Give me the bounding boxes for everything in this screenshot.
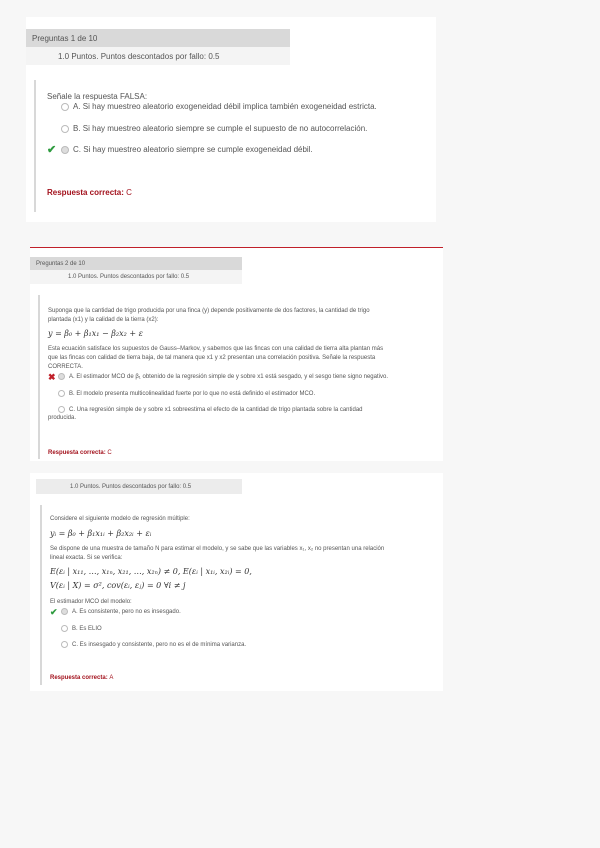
question-2-body [38, 295, 40, 459]
radio-button[interactable] [61, 125, 69, 133]
radio-button[interactable] [61, 103, 69, 111]
option-label: A. Si hay muestreo aleatorio exogeneidad débil implica también exogeneidad estricta. [73, 102, 377, 111]
question-3-header [36, 479, 242, 494]
option-label: A. El estimador MCO de β₁ obtenido de la regresión simple de y sobre x1 está sesgado, y el sesgo tiene signo negativo. [69, 373, 388, 380]
option-label-continued: producida. [48, 415, 77, 421]
condition-line: V(εᵢ | X) = σ², cov(εᵢ, εⱼ) = 0 ∀i ≠ j [50, 581, 186, 590]
points-info: 1.0 Puntos. Puntos descontados por fallo: 0.5 [70, 483, 192, 490]
option-label: B. El modelo presenta multicolinealidad fuerte por lo que no está definido el estimador MCO. [69, 390, 316, 397]
question-counter: Preguntas 1 de 10 [32, 33, 98, 43]
answer-option-a[interactable] [58, 373, 388, 380]
radio-button[interactable] [58, 390, 65, 397]
question-intro: Considere el siguiente modelo de regresión múltiple: [50, 516, 190, 522]
question-prompt: Señale la respuesta FALSA: [47, 92, 148, 101]
answer-option-a[interactable] [61, 608, 181, 615]
incorrect-cross-icon: ✖ [48, 372, 56, 382]
model-equation: yᵢ = β₀ + β₁x₁ᵢ + β₂x₂ᵢ + εᵢ [50, 529, 152, 538]
question-1-header [26, 29, 290, 65]
model-equation: y = β₀ + β₁x₁ − β₂x₂ + ε [48, 329, 143, 338]
points-info: 1.0 Puntos. Puntos descontados por fallo: 0.5 [68, 274, 190, 280]
points-info: 1.0 Puntos. Puntos descontados por fallo: 0.5 [58, 51, 220, 61]
question-intro [48, 307, 370, 325]
answer-label: Respuesta correcta: [47, 188, 124, 197]
question-description [48, 345, 383, 372]
question-prompt: El estimador MCO del modelo: [50, 599, 132, 605]
question-2-header [30, 257, 242, 284]
answer-option-b[interactable] [61, 124, 367, 133]
desc-line: que las fincas con calidad de tierra baja, de tal manera que x1 y x2 presentan una correlación positiva. Señale la respuesta [48, 355, 376, 361]
desc-line: Se dispone de una muestra de tamaño N para estimar el modelo, y se sabe que las variables x₁, x₂ no presentan una relación [50, 546, 385, 552]
radio-button-selected[interactable] [61, 608, 68, 615]
condition-line: E(εᵢ | x₁₁, …, x₁ₙ, x₂₁, …, x₂ₙ) ≠ 0, E(εᵢ | x₁ᵢ, x₂ᵢ) = 0, [50, 567, 252, 576]
option-label: A. Es consistente, pero no es insesgado. [72, 608, 181, 615]
correct-answer [48, 450, 112, 456]
intro-line: Suponga que la cantidad de trigo producida por una finca (y) depende positivamente de dos factores, la cantidad de trigo [48, 308, 370, 314]
answer-label: Respuesta correcta: [48, 450, 106, 456]
radio-button[interactable] [58, 406, 65, 413]
radio-button[interactable] [61, 625, 68, 632]
option-label: C. Es insesgado y consistente, pero no es el de mínima varianza. [72, 641, 247, 648]
answer-option-c[interactable] [61, 641, 246, 648]
answer-option-b[interactable] [61, 625, 102, 632]
desc-line: CORRECTA. [48, 364, 83, 370]
correct-answer [50, 675, 113, 681]
answer-option-b[interactable] [58, 390, 315, 397]
option-label: C. Si hay muestreo aleatorio siempre se cumple exogeneidad débil. [73, 145, 313, 154]
option-label: C. Una regresión simple de y sobre x1 sobreestima el efecto de la cantidad de trigo plantada sobre la cantidad [69, 406, 363, 413]
correct-check-icon: ✔ [50, 607, 58, 617]
desc-line: Esta ecuación satisface los supuestos de Gauss–Markov, y sabemos que las fincas con una calidad de tierra alta plantan más [48, 346, 384, 352]
correct-answer [47, 188, 132, 197]
option-label: B. Si hay muestreo aleatorio siempre se cumple el supuesto de no autocorrelación. [73, 124, 368, 133]
intro-line: plantada (x1) y la calidad de la tierra (x2): [48, 317, 159, 323]
question-description [50, 545, 384, 563]
question-3-body [40, 505, 42, 685]
question-counter: Preguntas 2 de 10 [36, 260, 86, 267]
option-label: B. Es ELIO [72, 625, 102, 632]
radio-button-selected[interactable] [61, 146, 69, 154]
answer-label: Respuesta correcta: [50, 675, 108, 681]
answer-value: C [107, 450, 112, 456]
answer-option-a[interactable] [61, 102, 377, 111]
answer-value: A [109, 675, 114, 681]
radio-button[interactable] [61, 641, 68, 648]
answer-value: C [126, 188, 132, 197]
question-1-body [34, 80, 36, 212]
correct-check-icon: ✔ [47, 144, 57, 156]
desc-line: lineal exacta. Si se verifica: [50, 555, 123, 561]
answer-option-c[interactable] [58, 406, 363, 413]
answer-option-c[interactable] [61, 145, 313, 154]
radio-button-selected[interactable] [58, 373, 65, 380]
